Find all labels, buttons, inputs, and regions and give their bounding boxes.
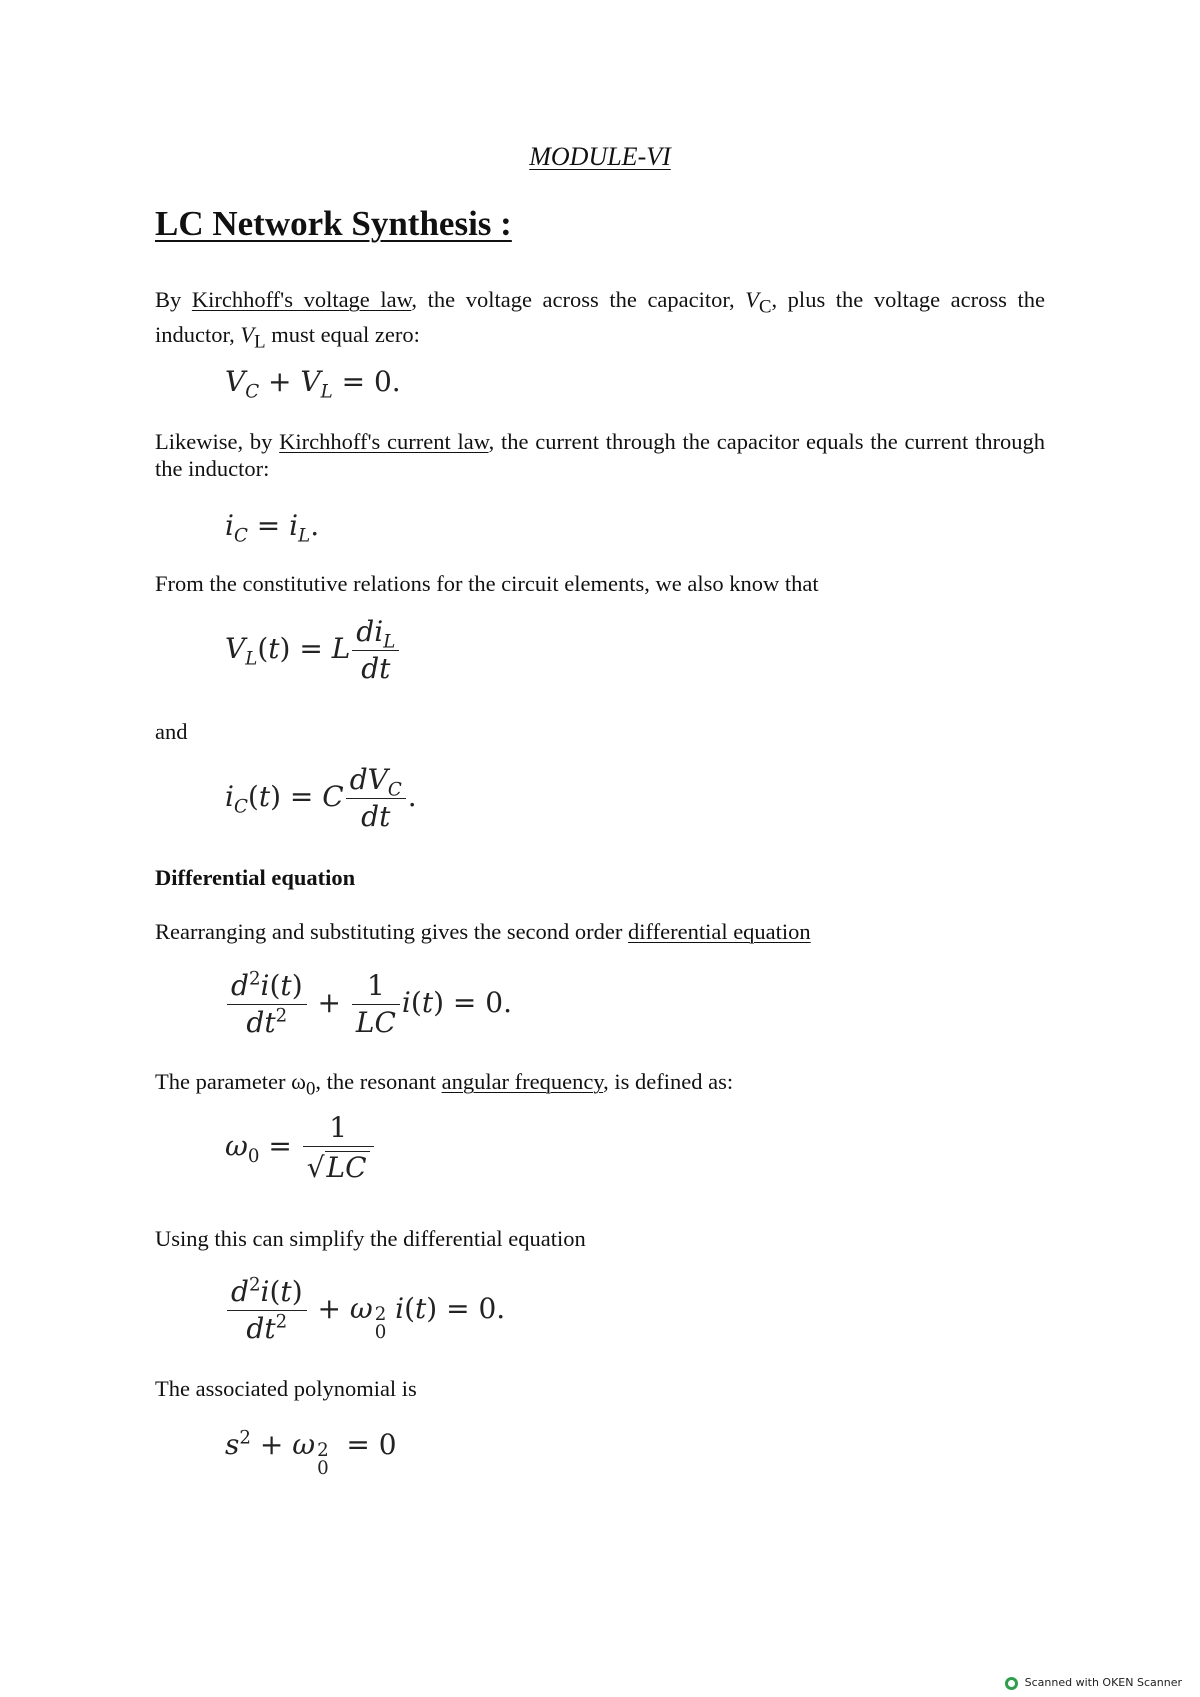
equation-polynomial: $s^2 + \omega$ 2 0 = 0 <box>225 1427 397 1480</box>
section-heading: Differential equation <box>155 865 356 890</box>
kcl-link[interactable]: Kirchhoff's current law <box>279 429 489 454</box>
kvl-paragraph: By Kirchhoff's voltage law, the voltage across the capacitor, $V_C$, plus the voltage across the inductor, $V_L$ must equal zero: <box>155 287 1045 352</box>
rearranging-paragraph: Rearranging and substituting gives the second order differential equation <box>155 919 811 944</box>
angular-frequency-link[interactable]: angular frequency <box>441 1069 604 1094</box>
polynomial-paragraph: The associated polynomial is <box>155 1376 417 1401</box>
equation-simplified: $\frac{d^2i(t)}{dt^2}$ + ω 2 0 i(t) = 0. <box>225 1278 505 1343</box>
kcl-paragraph: Likewise, by Kirchhoff's current law, the current through the capacitor equals the current through the inductor: <box>155 429 1045 481</box>
differential-equation-link[interactable]: differential equation <box>628 919 811 944</box>
module-heading: MODULE-VI <box>529 142 671 171</box>
equation-resonant-frequency: $\omega_0$ = $\frac{1}{√LC}$ <box>225 1114 376 1182</box>
watermark-text: Scanned with OKEN Scanner <box>1024 1676 1182 1689</box>
simplify-paragraph: Using this can simplify the differential equation <box>155 1226 586 1251</box>
equation-kvl: $V_C + V_L = 0$. <box>225 365 401 403</box>
page-title: LC Network Synthesis : <box>155 204 512 243</box>
oken-scanner-logo-icon <box>1005 1677 1018 1690</box>
equation-kcl: $i_C = i_L$. <box>225 509 320 547</box>
equation-differential: $\frac{d^2i(t)}{dt^2}$ + $\frac{1}{LC}$ i(t) = 0. <box>225 972 512 1037</box>
equation-inductor: $V_L(t) = L$ $\frac{di_L}{dt}$ <box>225 618 401 683</box>
constitutive-paragraph: From the constitutive relations for the circuit elements, we also know that <box>155 571 819 596</box>
and-paragraph: and <box>155 719 188 744</box>
equation-capacitor: $i_C(t) = C$ $\frac{dV_C}{dt}$ . <box>225 763 417 833</box>
parameter-paragraph: The parameter $\omega_0$, the resonant angular frequency, is defined as: <box>155 1069 734 1100</box>
scanner-watermark <box>1005 1676 1182 1690</box>
kvl-link[interactable]: Kirchhoff's voltage law <box>191 287 412 312</box>
